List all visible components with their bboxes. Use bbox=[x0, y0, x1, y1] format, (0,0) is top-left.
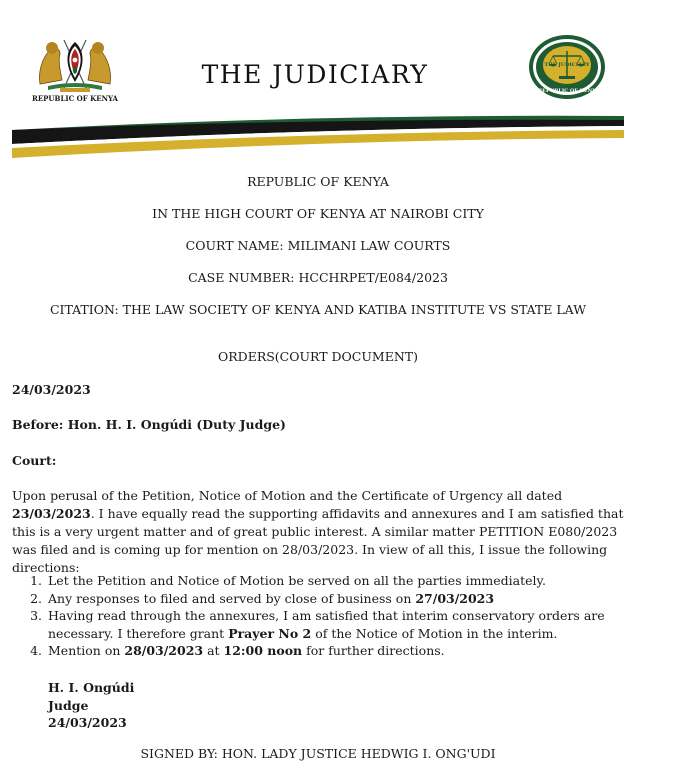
paragraph-text-a: Upon perusal of the Petition, Notice of Motion and the Certificate of Urgency all dated bbox=[12, 488, 563, 503]
judge-title: Judge bbox=[48, 697, 89, 713]
document-type: ORDERS(COURT DOCUMENT) bbox=[218, 349, 418, 364]
court-line: IN THE HIGH COURT OF KENYA AT NAIROBI CITY bbox=[152, 206, 484, 221]
list-number: 4. bbox=[30, 643, 42, 658]
header-swoosh-graphic bbox=[12, 108, 626, 160]
list-text-part: Mention on bbox=[48, 643, 125, 658]
list-text-part: Having read through the annexures, I am satisfied that interim conservatory orders are necessary. I therefore grant bbox=[48, 608, 605, 641]
list-number: 1. bbox=[30, 573, 42, 588]
signed-by-line: SIGNED BY: HON. LADY JUSTICE HEDWIG I. ONG'UDI bbox=[140, 746, 496, 761]
case-number-line: CASE NUMBER: HCCHRPET/E084/2023 bbox=[188, 270, 448, 285]
paragraph-date: 23/03/2023 bbox=[12, 506, 91, 521]
list-number: 2. bbox=[30, 590, 42, 606]
list-item bbox=[12, 607, 627, 642]
list-text-bold: Prayer No 2 bbox=[228, 625, 312, 641]
header-swoosh bbox=[12, 108, 626, 160]
citation-line: CITATION: THE LAW SOCIETY OF KENYA AND KATIBA INSTITUTE VS STATE LAW bbox=[49, 302, 587, 317]
judiciary-title: THE JUDICIARY bbox=[201, 60, 429, 89]
directions-list bbox=[12, 572, 627, 660]
seal-caption-top: THE JUDICIARY bbox=[544, 62, 590, 68]
list-text-bold: 27/03/2023 bbox=[415, 590, 495, 606]
kenya-coat-of-arms bbox=[30, 36, 120, 94]
court-label: Court: bbox=[12, 453, 57, 468]
list-item bbox=[12, 590, 627, 608]
list-item bbox=[12, 572, 627, 590]
judge-name: H. I. Ongúdi bbox=[48, 680, 135, 695]
list-item bbox=[12, 642, 627, 660]
paragraph-text-b: . I have equally read the supporting affidavits and annexures and I am satisfied that this is a very urgent matter and of great public interest. A similar matter PETITION E080/2023 was filed and is coming up for mention on 28/03/2023. In view of all this, I issue the following directions: bbox=[12, 506, 624, 575]
list-text bbox=[48, 642, 627, 660]
list-text-part: at bbox=[203, 643, 224, 658]
order-date: 24/03/2023 bbox=[12, 382, 91, 397]
list-text-part: for further directions. bbox=[302, 643, 445, 658]
list-text-part: Any responses to filed and served by close of business on bbox=[48, 590, 416, 606]
coat-of-arms-icon bbox=[30, 36, 120, 94]
list-text-bold: 28/03/2023 bbox=[124, 643, 204, 658]
list-text-part: of the Notice of Motion in the interim. bbox=[311, 625, 558, 641]
list-text: Let the Petition and Notice of Motion be served on all the parties immediately. bbox=[48, 573, 546, 588]
list-text bbox=[48, 607, 627, 642]
before-judge: Before: Hon. H. I. Ongúdi (Duty Judge) bbox=[12, 417, 286, 432]
signature-block bbox=[48, 679, 134, 732]
emblem-caption: REPUBLIC OF KENYA bbox=[32, 94, 118, 103]
seal-caption-bottom: REPUBLIC OF KENYA bbox=[538, 88, 600, 94]
court-name-line: COURT NAME: MILIMANI LAW COURTS bbox=[185, 238, 451, 253]
list-text-bold: 12:00 noon bbox=[223, 643, 303, 658]
signature-date: 24/03/2023 bbox=[48, 715, 127, 730]
order-paragraph bbox=[12, 487, 627, 577]
republic-line: REPUBLIC OF KENYA bbox=[247, 174, 389, 189]
list-text bbox=[48, 590, 627, 608]
list-number: 3. bbox=[30, 608, 42, 623]
